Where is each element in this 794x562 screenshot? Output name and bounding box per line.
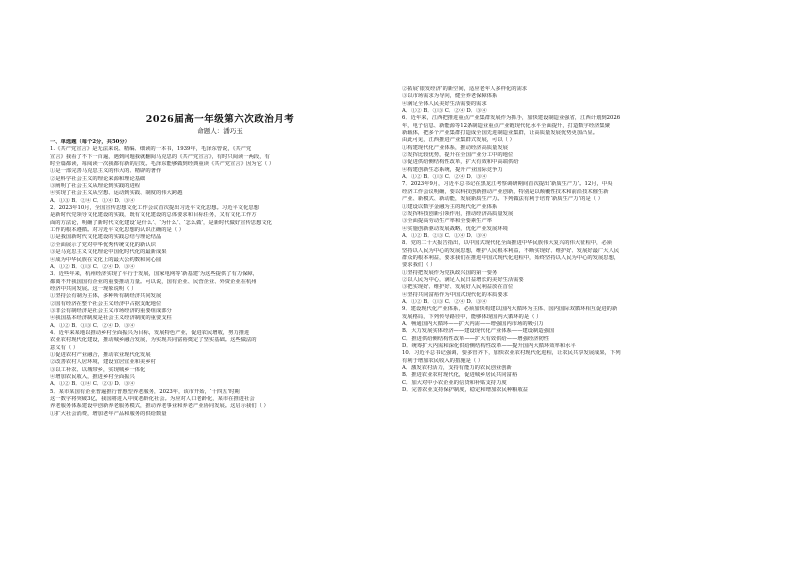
text-line: D．完善农业支持保护制度，稳定和增加农民种粮收益 bbox=[402, 387, 529, 394]
text-line: ②发挥科技创新引领作用，推动经济高质量发展 bbox=[402, 210, 514, 217]
text-line: 年，电子信息、新能源等12条制造业重点产业链现代化水平全面提升，打造数字经济集聚 bbox=[402, 122, 611, 129]
text-line: 养老服务体系建设中创新养老服务模式，推动养老事业和养老产业协同发展。这启示我们（ ） bbox=[50, 403, 269, 410]
text-line: ②全面展示了党对中华优秀传统文化的新认识 bbox=[50, 241, 156, 248]
text-line: ③全面提高劳动生产率和全要素生产率 bbox=[402, 218, 493, 225]
text-line: A．①② B．①③ C．②④ D．③④ bbox=[50, 263, 135, 270]
text-line: B．大力发展实体经济——建设现代化产业体系——建设制造强国 bbox=[402, 328, 555, 335]
text-line: ④实施创新驱动发展战略，优化产业发展环境 bbox=[402, 225, 508, 232]
text-line: ④增加农民收入，推进乡村全面振兴 bbox=[50, 374, 135, 380]
text-line: 3．近些年来，杭州经济实现了平行于发展，国家电网等‘新基建’为这些提供了有力保障， bbox=[50, 271, 259, 278]
text-line: A．①② B．①③ C．②④ D．③④ bbox=[402, 298, 487, 305]
text-line: A．①③ B．②④ C．①④ D．③④ bbox=[50, 197, 135, 204]
text-line: ③非公有制经济是社会主义市场经济的重要组成部分 bbox=[50, 307, 172, 314]
exam-byline: 命题人：潘巧玉 bbox=[197, 127, 243, 135]
text-line: ①促进农村产业融合，推动农业现代化发展 bbox=[50, 351, 151, 358]
text-line: ①建设以数字金融为主的现代化产业体系 bbox=[402, 203, 498, 210]
text-line: ①是一部完善马克思主义的伟大的、精辟的著作 bbox=[50, 168, 162, 175]
left-column bbox=[50, 0, 390, 562]
text-line: 宣言》我看了不下一百遍，遇到问题我就翻阅马克思的《共产党宣言》，有时只阅读一两段，有 bbox=[50, 153, 270, 160]
text-line: 由此可见，江西推进产业集群式发展，可以（ ） bbox=[402, 137, 515, 144]
text-line: 6．近年来，江西把推进重点产业集群发展作为抓手，加快建设制造业强省，江西计划到2026 bbox=[402, 115, 621, 122]
left-question-text bbox=[50, 139, 390, 418]
text-line: 都离不开我国国有企业的重要推动力量。可以说，国有企业、民营企业、外资企业在杭州 bbox=[50, 278, 257, 285]
text-line: A．激发农村活力，支持有能力的农民创业创新 bbox=[402, 365, 512, 372]
text-line: 要求我们（ ） bbox=[402, 262, 436, 269]
text-line: A．①② B．①③ C．②④ D．③④ bbox=[50, 322, 135, 329]
text-line: ②拓展‘银发经济’的新空间，适应老年人多样化的需求 bbox=[402, 86, 528, 92]
text-line: 经济工作会议明确，要以科技创新推动产业创新，特别是以颠覆性技术和前沿技术催生新 bbox=[402, 188, 609, 195]
text-line: ④构建创新生态系统，提升产业国际竞争力 bbox=[402, 166, 503, 173]
right-question-text bbox=[402, 86, 742, 394]
text-line: ①坚持公有制为主体，多种所有制经济共同发展 bbox=[50, 293, 162, 300]
text-line: ②改善农村人居环境，建设宜居宜业和美乡村 bbox=[50, 359, 156, 366]
text-line: 10．习近平总书记强调，要多管齐下，加快农业农村现代化进程，让农民共享发展成果，下列 bbox=[402, 350, 621, 357]
text-line: ③促进供给侧结构性改革，扩大有效和中高端供给 bbox=[402, 159, 519, 166]
text-line: 时全篇都读，每阅读一次我都有新的启发。毛泽东能够做到经典重读《共产党宣言》因为它（ ） bbox=[50, 161, 275, 168]
text-line: 农业农村现代化建设，推动城乡融合发展，为实现共同富裕奠定了坚实基础。这些做法的 bbox=[50, 337, 257, 344]
text-line: 这一数字将突破3亿，我国将进入中度老龄化社会。为应对人口老龄化，某市在推进社会 bbox=[50, 396, 255, 403]
text-line: 经济中共同发展。这一现象说明（ ） bbox=[50, 285, 137, 292]
text-line: ④我国基本经济制度是社会主义经济制度的重要支柱 bbox=[50, 315, 172, 322]
text-line: 面的方法论，明确了新时代文化建设‘是什么’、‘为什么’、‘怎么做’，是新时代做好宣传思想文化 bbox=[50, 219, 272, 226]
text-line: A．①② B．①③ C．②④ D．③④ bbox=[402, 108, 487, 115]
text-line: ②是科学社会主义的理论来源和理论基础 bbox=[50, 175, 146, 182]
text-line: 8．党的二十大报告指出，以中国式现代化全面推进中华民族伟大复兴的伟大征程中，必须 bbox=[402, 240, 612, 247]
text-line: 产业、新模式、新动能，发展新质生产力。下列做法有利于培育‘新质生产力’的是（ ） bbox=[402, 196, 604, 203]
text-line: A．①② B．②③ C．①④ D．③④ bbox=[402, 232, 487, 239]
text-line: ①构建现代化产业体系，推动经济高质量发展 bbox=[402, 144, 508, 151]
text-line: 5．某市某国有企业普遍推行普惠型养老服务，2023年，该市开始，‘十四五’时期 bbox=[50, 388, 240, 395]
text-line: ③阐明了社会主义从理论到实践的进程 bbox=[50, 183, 141, 190]
text-line: ①坚持把发展作为党执政兴国的第一要务 bbox=[402, 269, 498, 276]
text-line: A．畅通国内大循环——扩大内需——增强国内市场的吸引力 bbox=[402, 321, 544, 327]
text-line: ③把实现好、维护好、发展好人民利益放在首位 bbox=[402, 284, 514, 291]
text-line: ②国有经济在整个社会主义经济中占据支配地位 bbox=[50, 300, 162, 307]
text-line: ③以工补农、以城带乡，实现城乡一体化 bbox=[50, 366, 146, 373]
text-line: A．①② B．①③ C．②④ D．③④ bbox=[402, 174, 487, 181]
text-line: ①扩大社会消费，增加老年产品和服务的供给数量 bbox=[50, 410, 167, 417]
text-line: ②发挥比较优势，提升在全国产业分工中的地位 bbox=[402, 152, 514, 159]
text-line: 工作的根本遵循。对习近平文化思想的认识正确的是（ ） bbox=[50, 227, 185, 234]
text-line: A．①② B．①④ C．②③ D．③④ bbox=[50, 381, 135, 388]
text-line: ②以人民为中心，满足人民日益增长的美好生活需要 bbox=[402, 276, 524, 283]
text-line: 1.《共产党宣言》是无法来说、精编、细读的一本书，1939年，毛泽东曾说，《共产党 bbox=[50, 146, 252, 153]
text-line: ①是我国新时代文化建设的实践总结与理论结晶 bbox=[50, 234, 162, 241]
text-line: B．推进农业农村现代化，促进城乡居民共同富裕 bbox=[402, 372, 518, 379]
text-line: ④实现了社会主义从空想、运动到实践、制度的伟大跨越 bbox=[50, 190, 183, 197]
text-line: ④满足全体人民美好生活需要的需求 bbox=[402, 100, 487, 107]
text-line: ③以市场需求为导向，健全养老保障体系 bbox=[402, 93, 498, 100]
exam-title: 2026届高一年级第六次政治月考 bbox=[145, 114, 295, 125]
text-line: 有利于增加农民收入的措施是（ ） bbox=[402, 357, 484, 364]
text-line: 4．近年来某地以推动乡村全面振兴为目标，发展特色产业，促进农民增收，努力推进 bbox=[50, 329, 250, 336]
text-line: 新载体，把多个产业集群打造成全国先进制造业集群，让高质量发展优势更加凸显。 bbox=[402, 130, 598, 137]
text-line: ③是马克思主义文化理论中国化时代化的最新成果 bbox=[50, 249, 167, 256]
text-line: 2．2023年10月，全国宣传思想文化工作会议首次提出习近平文化思想。习近平文化思想 bbox=[50, 205, 259, 212]
text-line: 9．建设现代化产业体系，必须加快构建以国内大循环为主体、国内国际双循环相互促进的新 bbox=[402, 306, 618, 313]
text-line: ④成为中华民族在文化上的最大公约数和同心圆 bbox=[50, 256, 162, 263]
right-column bbox=[402, 0, 742, 562]
text-line: 发展格局，下列传导路径中，能够体现国内大循环的是（ ） bbox=[402, 313, 542, 320]
text-line: 坚持以人民为中心的发展思想，维护人民根本利益，不断实现好、维护好、发展好最广大人民 bbox=[402, 247, 620, 254]
text-line: C．推进供给侧结构性改革——扩大有效供给——增强经济韧性 bbox=[402, 335, 550, 342]
text-line: 7．2023年9月，习近平总书记在黑龙江考察调研期间首次提出‘新质生产力’。12月，中央 bbox=[402, 181, 613, 188]
text-line: ④坚持共同富裕作为中国式现代化的本质要求 bbox=[402, 291, 508, 298]
text-line: C．加大对中小农企业的信贷和补贴支持力度 bbox=[402, 379, 507, 386]
text-line: 是新时代党领导文化建设的实践，既有文化建设的总体要求和目标任务，又有文化工作方 bbox=[50, 212, 257, 219]
text-line: 群众的根本利益，要求我们在推进中国式现代化进程中，始终坚持以人民为中心的发展思想， bbox=[402, 254, 620, 261]
text-line: 一、单选题（每个2分，共50分） bbox=[50, 139, 130, 145]
text-line: 意义有（ ） bbox=[50, 344, 79, 351]
text-line: D．统筹扩大内需和深化供给侧结构性改革——提升国内大循环效率和水平 bbox=[402, 343, 576, 350]
